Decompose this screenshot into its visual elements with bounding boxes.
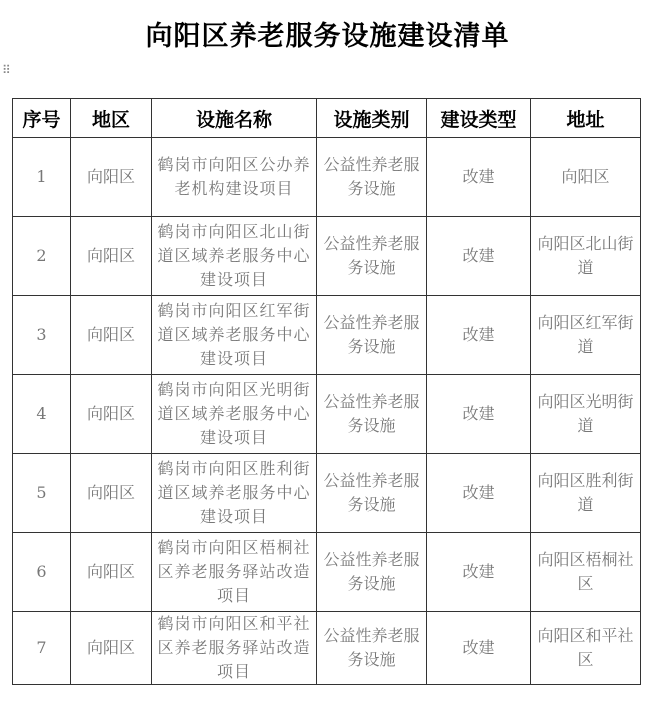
cell-address: 向阳区梧桐社区	[531, 533, 641, 612]
table-row	[13, 375, 641, 454]
cell-index: 1	[13, 138, 71, 217]
cell-facility-name: 鹤岗市向阳区北山街道区域养老服务中心建设项目	[152, 217, 317, 296]
cell-facility-category: 公益性养老服务设施	[317, 612, 427, 685]
cell-index: 3	[13, 296, 71, 375]
cell-facility-name: 鹤岗市向阳区光明街道区域养老服务中心建设项目	[152, 375, 317, 454]
table-row	[13, 296, 641, 375]
cell-region: 向阳区	[71, 217, 152, 296]
cell-build-type: 改建	[427, 217, 531, 296]
cell-region: 向阳区	[71, 375, 152, 454]
header-region: 地区	[71, 99, 152, 138]
cell-index: 7	[13, 612, 71, 685]
cell-facility-name: 鹤岗市向阳区梧桐社区养老服务驿站改造项目	[152, 533, 317, 612]
cell-build-type: 改建	[427, 375, 531, 454]
cell-facility-name: 鹤岗市向阳区红军街道区域养老服务中心建设项目	[152, 296, 317, 375]
table-row	[13, 454, 641, 533]
table-row	[13, 217, 641, 296]
cell-build-type: 改建	[427, 612, 531, 685]
cell-address: 向阳区胜利街道	[531, 454, 641, 533]
cell-facility-name: 鹤岗市向阳区和平社区养老服务驿站改造项目	[152, 612, 317, 685]
cell-region: 向阳区	[71, 454, 152, 533]
cell-index: 5	[13, 454, 71, 533]
cell-facility-category: 公益性养老服务设施	[317, 454, 427, 533]
drag-handle-icon[interactable]: ⠿	[2, 63, 11, 77]
cell-address: 向阳区北山街道	[531, 217, 641, 296]
cell-facility-name: 鹤岗市向阳区公办养老机构建设项目	[152, 138, 317, 217]
cell-region: 向阳区	[71, 296, 152, 375]
header-facility-name: 设施名称	[152, 99, 317, 138]
cell-facility-category: 公益性养老服务设施	[317, 533, 427, 612]
cell-index: 4	[13, 375, 71, 454]
cell-index: 6	[13, 533, 71, 612]
header-build-type: 建设类型	[427, 99, 531, 138]
table-row	[13, 138, 641, 217]
table-row	[13, 533, 641, 612]
header-address: 地址	[531, 99, 641, 138]
cell-build-type: 改建	[427, 454, 531, 533]
cell-build-type: 改建	[427, 296, 531, 375]
cell-build-type: 改建	[427, 533, 531, 612]
table-row	[13, 612, 641, 685]
page-title: 向阳区养老服务设施建设清单	[145, 21, 510, 52]
cell-facility-category: 公益性养老服务设施	[317, 217, 427, 296]
table-header-row	[13, 99, 641, 138]
cell-build-type: 改建	[427, 138, 531, 217]
cell-facility-category: 公益性养老服务设施	[317, 138, 427, 217]
cell-facility-category: 公益性养老服务设施	[317, 375, 427, 454]
cell-region: 向阳区	[71, 533, 152, 612]
header-index: 序号	[13, 99, 71, 138]
cell-region: 向阳区	[71, 612, 152, 685]
cell-facility-category: 公益性养老服务设施	[317, 296, 427, 375]
cell-region: 向阳区	[71, 138, 152, 217]
cell-facility-name: 鹤岗市向阳区胜利街道区域养老服务中心建设项目	[152, 454, 317, 533]
cell-index: 2	[13, 217, 71, 296]
cell-address: 向阳区红军街道	[531, 296, 641, 375]
cell-address: 向阳区	[531, 138, 641, 217]
header-facility-category: 设施类别	[317, 99, 427, 138]
cell-address: 向阳区光明街道	[531, 375, 641, 454]
cell-address: 向阳区和平社区	[531, 612, 641, 685]
facilities-table	[12, 98, 641, 685]
